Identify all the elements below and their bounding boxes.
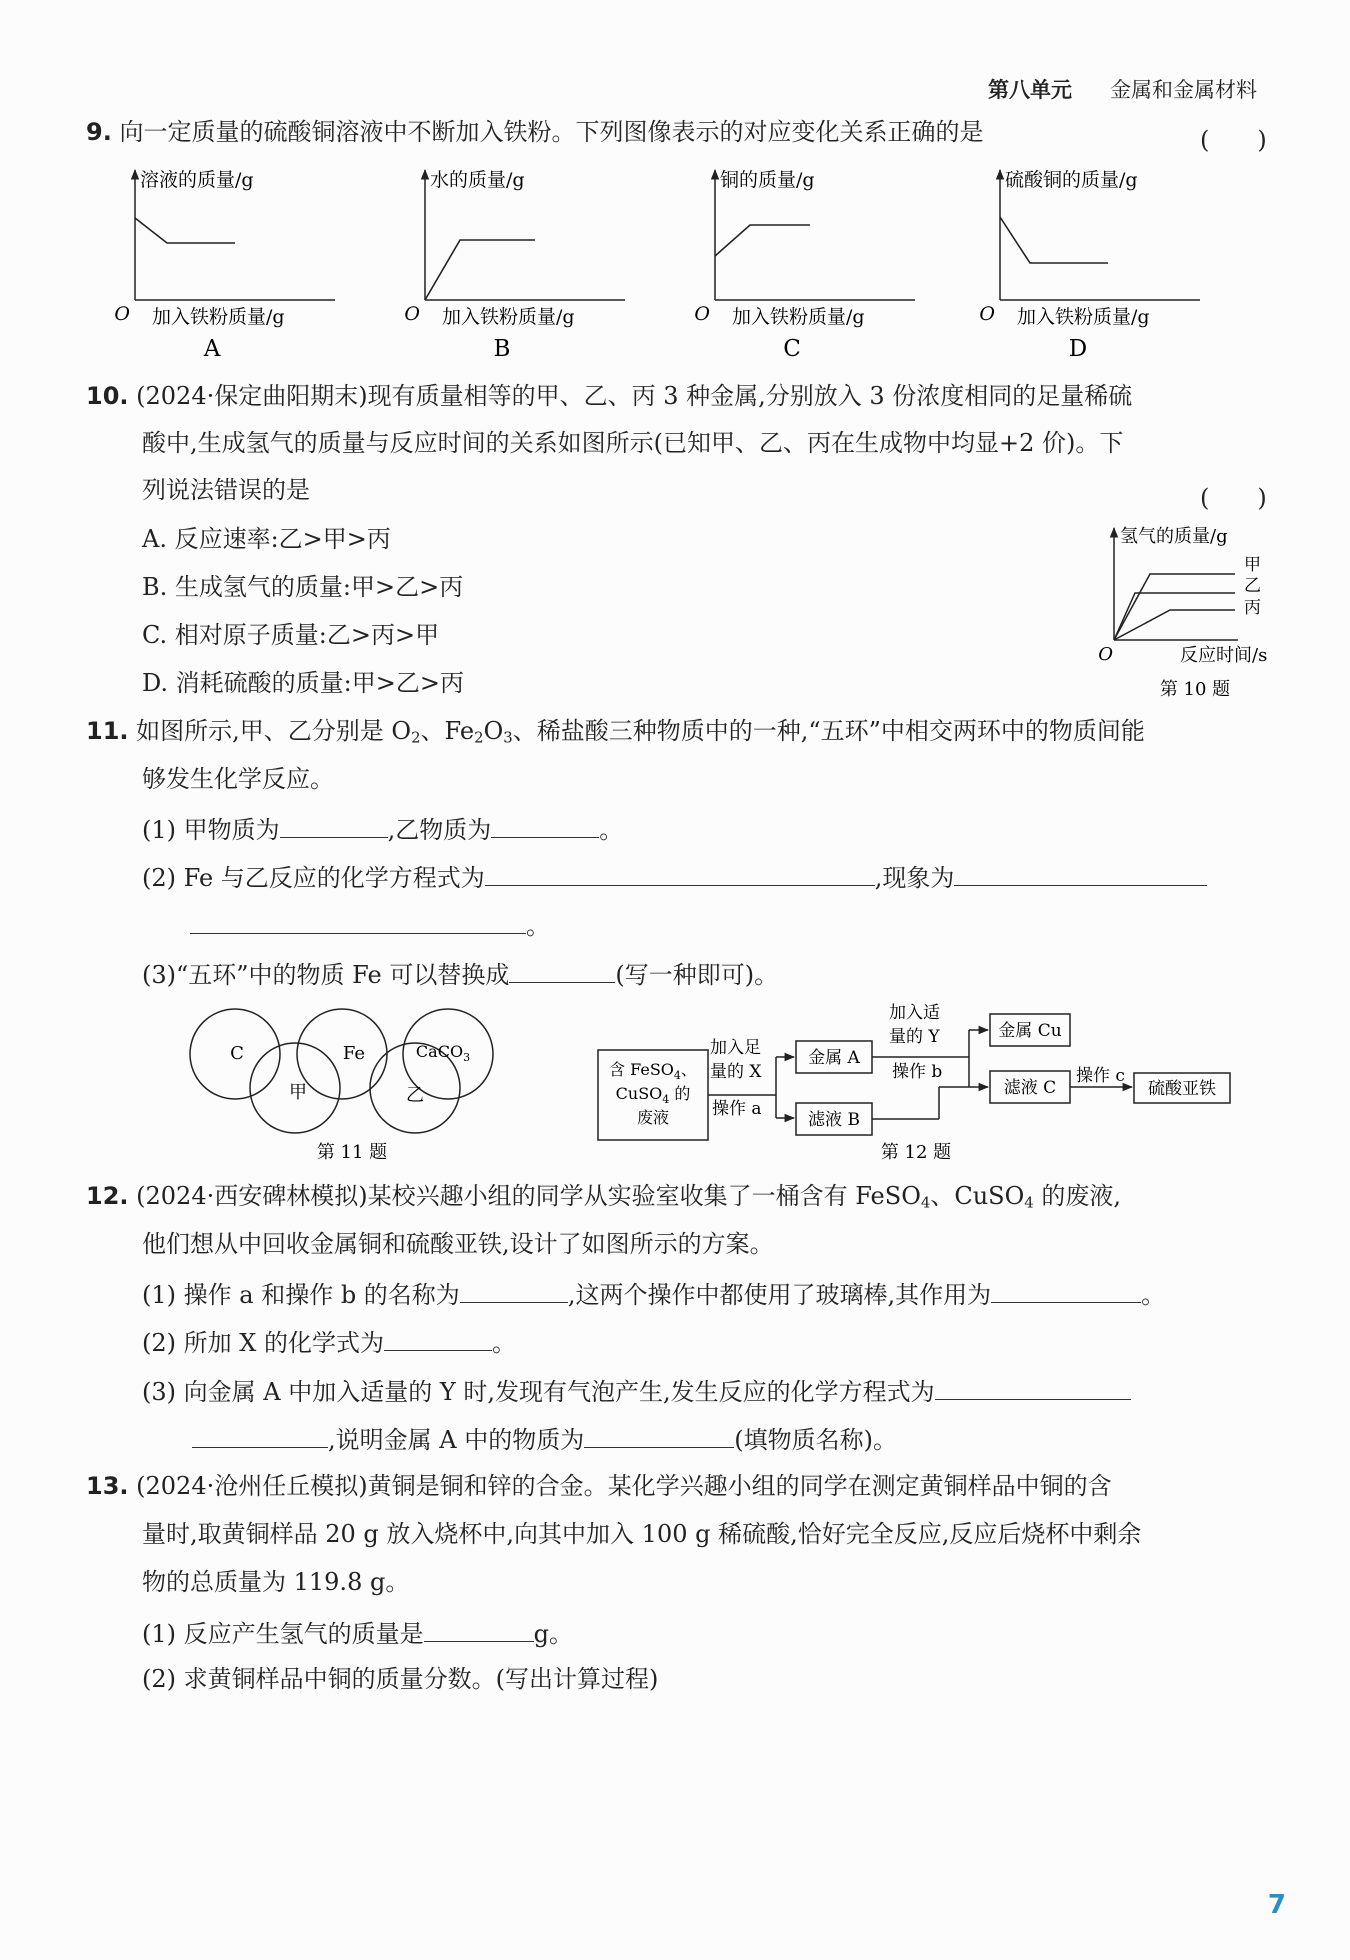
q9c-xlabel: 加入铁粉质量/g — [732, 306, 865, 328]
q12-number: 12. — [86, 1182, 129, 1210]
q10-series-bing — [1114, 610, 1235, 640]
add-x-line-2: 量的 X — [710, 1062, 762, 1082]
q9-graph-b — [404, 169, 625, 362]
product-label: 硫酸亚铁 — [1148, 1079, 1216, 1099]
q9b-letter: B — [493, 336, 511, 362]
q9c-origin: O — [694, 303, 710, 325]
q13-line-1: 13. (2024·沧州任丘模拟)黄铜是铜和锌的合金。某化学兴趣小组的同学在测定黄铜样品中铜的含 — [86, 1472, 1112, 1500]
q9-graph-c — [694, 169, 915, 362]
filtrate-c-label: 滤液 C — [1003, 1078, 1057, 1098]
q11-jia-blank[interactable] — [280, 815, 388, 838]
q13-part-1: (1) 反应产生氢气的质量是 g。 — [142, 1620, 573, 1648]
q12-x-formula-blank[interactable] — [384, 1328, 492, 1351]
q11-line-1: 11. 如图所示,甲、乙分别是 $O_2$、$Fe_2O_3$、稀盐酸三种物质中的一种,“五环”中相交两环中的物质间能 — [86, 717, 1145, 747]
q10-number: 10. — [86, 382, 129, 410]
waste-line-1: 含 FeSO$_4$、 — [609, 1060, 697, 1082]
op-a-label: 操作 a — [712, 1099, 762, 1119]
q10-option-b: B. 生成氢气的质量:甲>乙>丙 — [142, 573, 464, 601]
filtrate-b-label: 滤液 B — [808, 1110, 860, 1130]
add-y-line-1: 加入适 — [889, 1003, 940, 1023]
q9b-ylabel: 水的质量/g — [430, 169, 525, 191]
waste-line-3: 废液 — [636, 1108, 670, 1127]
q10-answer-paren: ( ) — [1200, 484, 1267, 512]
ring-c-label: C — [230, 1043, 244, 1064]
q12-substance-blank[interactable] — [584, 1425, 734, 1448]
q13-line-3: 物的总质量为 119.8 g。 — [142, 1568, 410, 1596]
q9d-letter: D — [1068, 336, 1088, 362]
q12-line-1: 12. (2024·西安碑林模拟)某校兴趣小组的同学从实验室收集了一桶含有 FeSO$_4$、CuSO$_4$ 的废液, — [86, 1182, 1122, 1212]
q10-legend-bing: 丙 — [1244, 598, 1261, 618]
q10-caption: 第 10 题 — [1159, 679, 1231, 700]
q9d-origin: O — [979, 303, 995, 325]
q11-phenomenon-blank-cont[interactable] — [190, 911, 526, 934]
unit-label: 第八单元 — [988, 78, 1072, 102]
q12-operation-blank[interactable] — [460, 1280, 568, 1303]
op-b-label: 操作 b — [892, 1062, 943, 1082]
q10-option-a: A. 反应速率:乙>甲>丙 — [142, 525, 391, 553]
q12-flowchart — [594, 995, 1294, 1170]
add-y-line-2: 量的 Y — [889, 1027, 940, 1047]
q12-part-2: (2) 所加 X 的化学式为 。 — [142, 1329, 516, 1357]
q10-line-2: 酸中,生成氢气的质量与反应时间的关系如图所示(已知甲、乙、丙在生成物中均显+2 价)。下 — [142, 429, 1124, 457]
q10-graph — [1100, 520, 1295, 710]
q11-caption: 第 11 题 — [316, 1142, 388, 1163]
q9d-xlabel: 加入铁粉质量/g — [1017, 306, 1150, 328]
q11-part-1: (1) 甲物质为 ,乙物质为 。 — [142, 816, 624, 844]
q12-part-1: (1) 操作 a 和操作 b 的名称为 ,这两个操作中都使用了玻璃棒,其作用为 。 — [142, 1281, 1166, 1309]
q10-legend-yi: 乙 — [1244, 576, 1261, 596]
q12-caption: 第 12 题 — [880, 1142, 952, 1163]
q9a-ylabel: 溶液的质量/g — [140, 169, 254, 191]
ring-jia-label: 甲 — [289, 1082, 307, 1103]
q11-phenomenon-blank[interactable] — [954, 863, 1207, 886]
q13-hydrogen-blank[interactable] — [424, 1619, 534, 1642]
q12-part-3-cont: ,说明金属 A 中的物质为 (填物质名称)。 — [192, 1425, 897, 1452]
page-number: 7 — [1267, 1890, 1286, 1920]
metal-cu-label: 金属 Cu — [998, 1021, 1062, 1041]
q10-option-c: C. 相对原子质量:乙>丙>甲 — [142, 621, 440, 649]
q13-part-2: (2) 求黄铜样品中铜的质量分数。(写出计算过程) — [142, 1665, 659, 1693]
q12-part-3: (3) 向金属 A 中加入适量的 Y 时,发现有气泡产生,发生反应的化学方程式为 — [142, 1377, 1131, 1404]
q9b-xlabel: 加入铁粉质量/g — [442, 306, 575, 328]
q9a-origin: O — [114, 303, 130, 325]
q11-part-3: (3)“五环”中的物质 Fe 可以替换成 (写一种即可)。 — [142, 961, 779, 989]
q9-graph-d — [979, 169, 1200, 362]
q9-number: 9. — [86, 118, 112, 146]
q10-line-1: 10. (2024·保定曲阳期末)现有质量相等的甲、乙、丙 3 种金属,分别放入 3 份浓度相同的足量稀硫 — [86, 382, 1133, 410]
q12-rod-function-blank[interactable] — [991, 1280, 1141, 1303]
chapter-title: 金属和金属材料 — [1110, 78, 1257, 102]
q9a-letter: A — [203, 336, 221, 362]
q11-yi-blank[interactable] — [491, 815, 599, 838]
q9a-xlabel: 加入铁粉质量/g — [152, 306, 285, 328]
ring-fe-label: Fe — [342, 1043, 366, 1064]
q9-stem: 9. 向一定质量的硫酸铜溶液中不断加入铁粉。下列图像表示的对应变化关系正确的是 — [86, 118, 984, 146]
q11-part-2: (2) Fe 与乙反应的化学方程式为 ,现象为 — [142, 863, 1207, 890]
q13-line-2: 量时,取黄铜样品 20 g 放入烧杯中,向其中加入 100 g 稀硫酸,恰好完全反应,反应后烧杯中剩余 — [142, 1520, 1142, 1548]
q9c-letter: C — [783, 336, 801, 362]
q10-legend-jia: 甲 — [1244, 555, 1261, 575]
q10-series-yi — [1114, 593, 1235, 640]
q10-option-d: D. 消耗硫酸的质量:甲>乙>丙 — [142, 669, 464, 697]
q9-graphs — [110, 160, 1210, 365]
q11-line-2: 够发生化学反应。 — [142, 765, 334, 793]
add-x-line-1: 加入足 — [710, 1038, 761, 1058]
q9b-origin: O — [404, 303, 420, 325]
q12-equation-blank-cont[interactable] — [192, 1425, 328, 1448]
waste-line-2: CuSO$_4$ 的 — [615, 1084, 691, 1106]
q11-equation-blank[interactable] — [485, 863, 875, 886]
q10-origin: O — [1098, 644, 1113, 665]
q11-part-2-cont: 。 — [190, 911, 550, 938]
q12-equation-blank[interactable] — [935, 1377, 1131, 1400]
ring-yi-label: 乙 — [406, 1085, 424, 1106]
q10-line-3: 列说法错误的是 — [142, 476, 310, 504]
metal-a-label: 金属 A — [808, 1048, 860, 1068]
q9c-ylabel: 铜的质量/g — [720, 169, 815, 191]
q10-xlabel: 反应时间/s — [1180, 645, 1268, 666]
q10-ylabel: 氢气的质量/g — [1120, 526, 1228, 547]
op-c-label: 操作 c — [1076, 1066, 1125, 1086]
q13-number: 13. — [86, 1472, 129, 1500]
q9-graph-a — [114, 169, 335, 362]
ring-caco3-label: CaCO$_3$ — [415, 1042, 471, 1064]
q11-replace-blank[interactable] — [509, 960, 615, 983]
q11-number: 11. — [86, 717, 129, 745]
q9d-ylabel: 硫酸铜的质量/g — [1005, 169, 1138, 191]
q12-line-2: 他们想从中回收金属铜和硫酸亚铁,设计了如图所示的方案。 — [142, 1230, 774, 1258]
q9-answer-paren: ( ) — [1200, 126, 1267, 154]
q11-five-rings — [185, 998, 525, 1168]
